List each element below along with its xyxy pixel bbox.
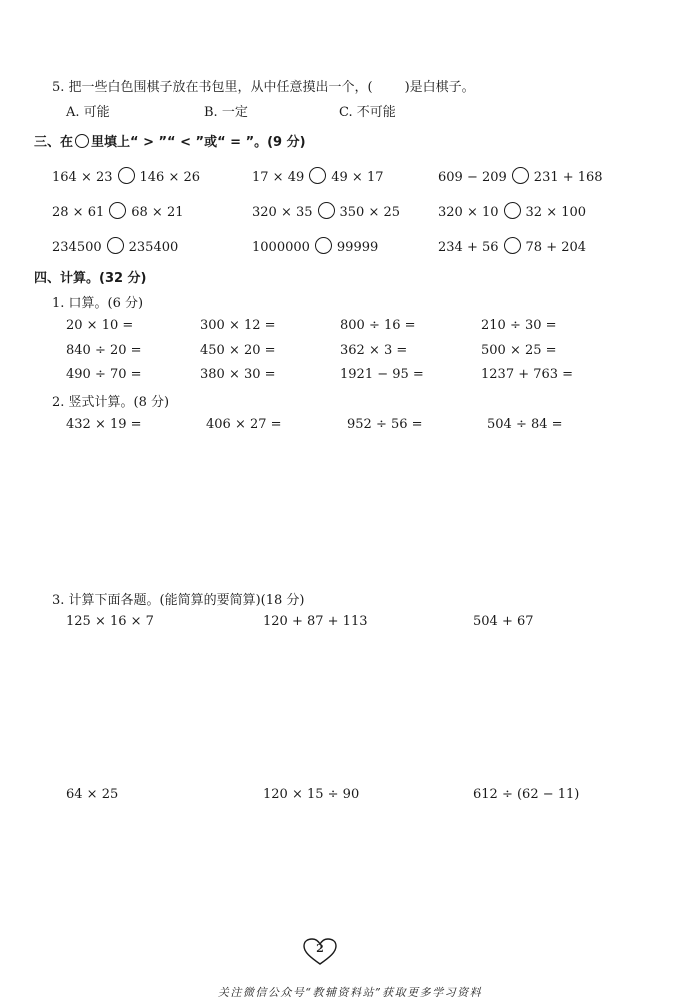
compare-circle[interactable] [107, 237, 124, 254]
part1-title: 1. 口算。(6 分) [52, 296, 144, 311]
part2-title: 2. 竖式计算。(8 分) [52, 395, 170, 410]
calc-problem: 120 + 87 + 113 [263, 614, 368, 629]
calc-problem: 504 + 67 [473, 614, 534, 629]
compare-circle[interactable] [512, 167, 529, 184]
calc-problem: 120 × 15 ÷ 90 [263, 787, 360, 802]
oral-problem: 1237 + 763 = [481, 367, 574, 382]
section4-title: 四、计算。(32 分) [34, 271, 147, 286]
compare-circle[interactable] [318, 202, 335, 219]
vertical-problem: 432 × 19 = [66, 417, 142, 432]
compare-item: 164 × 23 146 × 26 [52, 167, 200, 185]
oral-problem: 800 ÷ 16 = [340, 318, 416, 333]
circle-icon [75, 134, 89, 148]
oral-problem: 20 × 10 = [66, 318, 134, 333]
oral-problem: 362 × 3 = [340, 343, 408, 358]
oral-problem: 300 × 12 = [200, 318, 276, 333]
oral-problem: 450 × 20 = [200, 343, 276, 358]
vertical-problem: 504 ÷ 84 = [487, 417, 563, 432]
compare-item: 1000000 99999 [252, 237, 378, 255]
q5-stem: 5. 把一些白色围棋子放在书包里，从中任意摸出一个，( )是白棋子。 [52, 80, 475, 95]
footer-note: 关注微信公众号“教辅资料站”获取更多学习资料 [217, 986, 483, 999]
calc-problem: 64 × 25 [66, 787, 119, 802]
calc-problem: 612 ÷ (62 − 11) [473, 787, 580, 802]
compare-circle[interactable] [315, 237, 332, 254]
vertical-problem: 406 × 27 = [206, 417, 282, 432]
vertical-problem: 952 ÷ 56 = [347, 417, 423, 432]
compare-item: 609 − 209 231 + 168 [438, 167, 603, 185]
oral-problem: 490 ÷ 70 = [66, 367, 142, 382]
compare-item: 28 × 61 68 × 21 [52, 202, 184, 220]
calc-problem: 125 × 16 × 7 [66, 614, 154, 629]
compare-circle[interactable] [504, 202, 521, 219]
compare-circle[interactable] [504, 237, 521, 254]
oral-problem: 380 × 30 = [200, 367, 276, 382]
compare-circle[interactable] [118, 167, 135, 184]
oral-problem: 210 ÷ 30 = [481, 318, 557, 333]
oral-problem: 840 ÷ 20 = [66, 343, 142, 358]
compare-item: 234 + 56 78 + 204 [438, 237, 586, 255]
q5-option-a: A. 可能 [66, 105, 110, 120]
part3-title: 3. 计算下面各题。(能简算的要简算)(18 分) [52, 593, 305, 608]
q5-option-c: C. 不可能 [339, 105, 396, 120]
section3-title: 三、在 里填上“ > ”“ < ”或“ = ”。(9 分) [34, 135, 306, 150]
compare-circle[interactable] [309, 167, 326, 184]
compare-item: 320 × 35 350 × 25 [252, 202, 400, 220]
oral-problem: 500 × 25 = [481, 343, 557, 358]
compare-item: 17 × 49 49 × 17 [252, 167, 384, 185]
q5-option-b: B. 一定 [204, 105, 248, 120]
compare-item: 234500 235400 [52, 237, 178, 255]
compare-item: 320 × 10 32 × 100 [438, 202, 586, 220]
compare-circle[interactable] [109, 202, 126, 219]
oral-problem: 1921 − 95 = [340, 367, 424, 382]
page-number: 2 [302, 937, 338, 967]
